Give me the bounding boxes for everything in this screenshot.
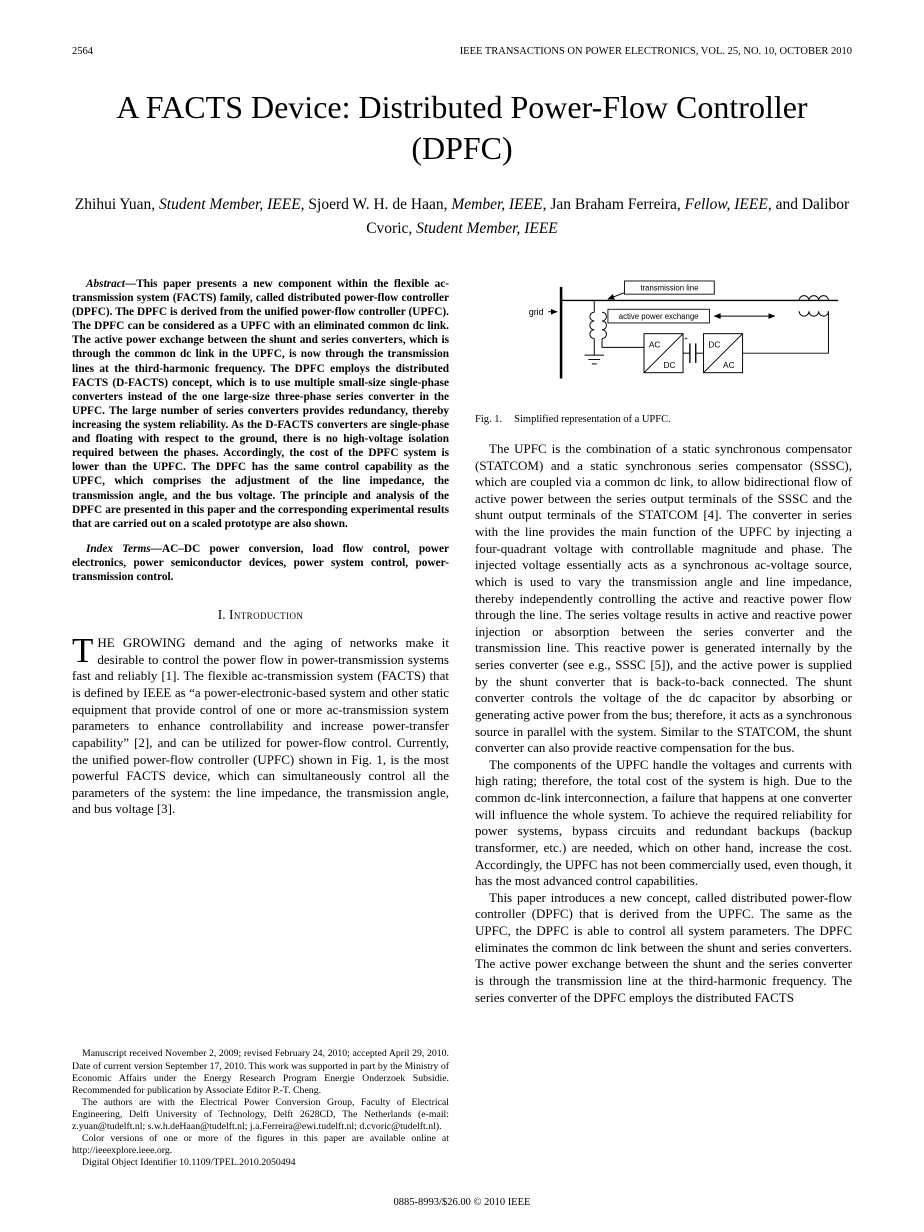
grid-label: grid bbox=[528, 307, 544, 318]
ground-symbol bbox=[584, 355, 604, 364]
running-head bbox=[72, 46, 852, 57]
section-number: I. bbox=[217, 607, 226, 623]
capacitor-plus-sign: + bbox=[684, 335, 689, 343]
upfc-diagram bbox=[524, 279, 846, 402]
body-paragraphs bbox=[475, 441, 852, 1006]
footnote: Manuscript received November 2, 2009; revised February 24, 2010; accepted April 29, 2010. Date of current version September 17, 2010. This work was supported in part by the Ministry of Economic Affairs under the Energy Research Program Energie Onderzoek Subsidie. Recommended for publication by Associate Editor P.-T. Cheng. bbox=[72, 1048, 449, 1096]
intro-text: HE GROWING demand and the aging of networks make it desirable to control the power flow in power-transmission systems fast and reliably [1]. The flexible ac-transmission system (FACTS) that is defined by IEEE as “a power-electronic-based system and other static equipment that provide control of one or more ac-transmission system parameters to enhance controllability and increase power-transfer capability” [2], and can be utilized for power-flow control. Currently, the unified power-flow controller (UPFC) shown in Fig. 1, is the most powerful FACTS device, which can simultaneously control all the parameters of the system: the line impedance, the transmission angle, and bus voltage [3]. bbox=[72, 635, 449, 817]
index-terms-paragraph bbox=[72, 542, 449, 584]
figure-caption-label: Fig. 1. bbox=[475, 413, 503, 425]
drop-cap: T bbox=[72, 631, 94, 671]
body-paragraph: This paper introduces a new concept, called distributed power-flow controller (DPFC) that is derived from the UPFC. The same as the UPFC, the DPFC is able to control all system parameters. The DPFC eliminates the common dc link between the shunt and series converters. The active power exchange between the shunt and the series converter is through the transmission line at the third-harmonic frequency. The series converter of the DPFC employs the distributed FACTS bbox=[475, 889, 852, 1005]
footnote: Digital Object Identifier 10.1109/TPEL.2010.2050494 bbox=[82, 1156, 296, 1168]
footnote-block bbox=[72, 1040, 449, 1168]
shunt-transformer bbox=[590, 312, 607, 338]
right-column bbox=[475, 277, 852, 1169]
converter2-dc-label: DC bbox=[708, 339, 721, 350]
figure-caption bbox=[475, 414, 852, 425]
index-terms-text: AC–DC power conversion, load flow control, power electronics, power semiconductor devices, power system control, power-transmission control. bbox=[72, 542, 449, 584]
author-segment: Zhihui Yuan, bbox=[74, 195, 160, 213]
page-footer: 0885-8993/$26.00 © 2010 IEEE bbox=[393, 1197, 531, 1208]
index-terms-label: Index Terms— bbox=[86, 542, 162, 555]
active-power-exchange-label: active power exchange bbox=[618, 311, 699, 321]
left-column bbox=[72, 277, 449, 1169]
author-byline bbox=[72, 193, 852, 241]
converter1-ac-label: AC bbox=[648, 339, 661, 350]
two-column-body bbox=[72, 277, 852, 1169]
paper-title: A FACTS Device: Distributed Power-Flow Controller (DPFC) bbox=[116, 89, 808, 166]
intro-paragraph bbox=[72, 631, 449, 818]
journal-header: IEEE TRANSACTIONS ON POWER ELECTRONICS, VOL. 25, NO. 10, OCTOBER 2010 bbox=[459, 46, 852, 57]
converter2-ac-label: AC bbox=[723, 359, 735, 370]
footnote: The authors are with the Electrical Power Conversion Group, Faculty of Electrical Engineering, Delft University of Technology, Delft 2628CD, The Netherlands (e-mail: z.yuan@tudelft.nl; s.w.h.deHaan@tudelft.nl; j.a.Ferreira@ewi.tudelft.nl; d.cvoric@tudelft.nl). bbox=[72, 1096, 449, 1132]
abstract-paragraph bbox=[72, 277, 449, 531]
abstract-text: This paper presents a new component within the flexible ac-transmission system (FACTS) family, called distributed power-flow controller (DPFC). The DPFC is derived from the unified power-flow controller (UPFC). The DPFC can be considered as a UPFC with an eliminated common dc link. The active power exchange between the shunt and series converters, which is through the common dc link in the UPFC, is now through the transmission lines at the third-harmonic frequency. The DPFC employs the distributed FACTS (D-FACTS) concept, which is to use multiple small-size single-phase converters instead of the one large-size three-phase series converter in the UPFC. The large number of series converters provides redundancy, thereby increasing the system reliability. As the D-FACTS converters are single-phase and floating with respect to the ground, there is no high-voltage isolation required between the phases. Accordingly, the cost of the DPFC system is lower than the UPFC. The DPFC has the same control capability as the UPFC, which comprises the adjustment of the line impedance, the transmission angle, and the bus voltage. The principle and analysis of the DPFC are presented in this paper and the corresponding experimental results that are carried out on a scaled prototype are also shown. bbox=[72, 277, 449, 530]
series-transformer bbox=[799, 296, 828, 316]
abstract-label: Abstract— bbox=[86, 277, 137, 290]
author-segment: Student Member, IEEE bbox=[159, 195, 301, 213]
section-heading-introduction bbox=[72, 607, 449, 623]
transmission-line-label: transmission line bbox=[640, 283, 699, 293]
series-to-converter-wire bbox=[743, 311, 829, 353]
section-title: Introduction bbox=[228, 607, 304, 623]
body-paragraph: The components of the UPFC handle the voltages and currents with high rating; therefore, the total cost of the system is high. Due to the common dc-link interconnection, a failure that happens at one converter will influence the whole system. To achieve the required reliability for power systems, bypass circuits and redundant backups (backup transformer, etc.) are needed, which on other hand, increase the cost. Accordingly, the UPFC has not been commercially used, even though, it has the most advanced control capabilities. bbox=[475, 756, 852, 889]
body-paragraph: The UPFC is the combination of a static synchronous compensator (STATCOM) and a static synchronous series compensator (SSSC), which are coupled via a common dc link, to allow bidirectional flow of active power between the series output terminals of the SSSC and the shunt output terminals of the STATCOM [4]. The converter in series with the line provides the main function of the UPFC by injecting a four-quadrant voltage with controllable magnitude and phase. The injected voltage essentially acts as a synchronous ac-voltage source, which is used to vary the transmission angle and line impedance, thereby independently controlling the active and reactive power flow through the line. The series voltage results in active and reactive power injection or absorption between the series converter and the transmission line. This reactive power is generated internally by the series converter (see e.g., SSSC [5]), and the active power is supplied by the shunt converter that is back-to-back connected. The shunt converter controls the voltage of the dc capacitor by absorbing or generating active power from the bus; therefore, it acts as a synchronous source in parallel with the system. Similar to the STATCOM, the shunt converter can also provide reactive compensation for the bus. bbox=[475, 440, 852, 756]
footnote: Color versions of one or more of the figures in this paper are available online at http://ieeexplore.ieee.org. bbox=[72, 1132, 449, 1156]
dc-link-capacitor bbox=[690, 343, 696, 363]
author-segment: Fellow, IEEE bbox=[684, 195, 768, 213]
shunt-to-converter-wire bbox=[602, 338, 644, 347]
author-segment: , and Dalibor Cvoric, bbox=[366, 195, 850, 237]
figure-1 bbox=[475, 279, 852, 425]
author-segment: , Sjoerd W. H. de Haan, bbox=[300, 195, 452, 213]
author-segment: Member, IEEE bbox=[451, 195, 543, 213]
converter1-dc-label: DC bbox=[663, 359, 676, 370]
figure-caption-text: Simplified representation of a UPFC. bbox=[514, 413, 671, 425]
author-segment: Student Member, IEEE bbox=[416, 219, 558, 237]
page-number: 2564 bbox=[72, 46, 93, 57]
author-segment: , Jan Braham Ferreira, bbox=[542, 195, 685, 213]
label-leader-arrow bbox=[608, 293, 625, 299]
